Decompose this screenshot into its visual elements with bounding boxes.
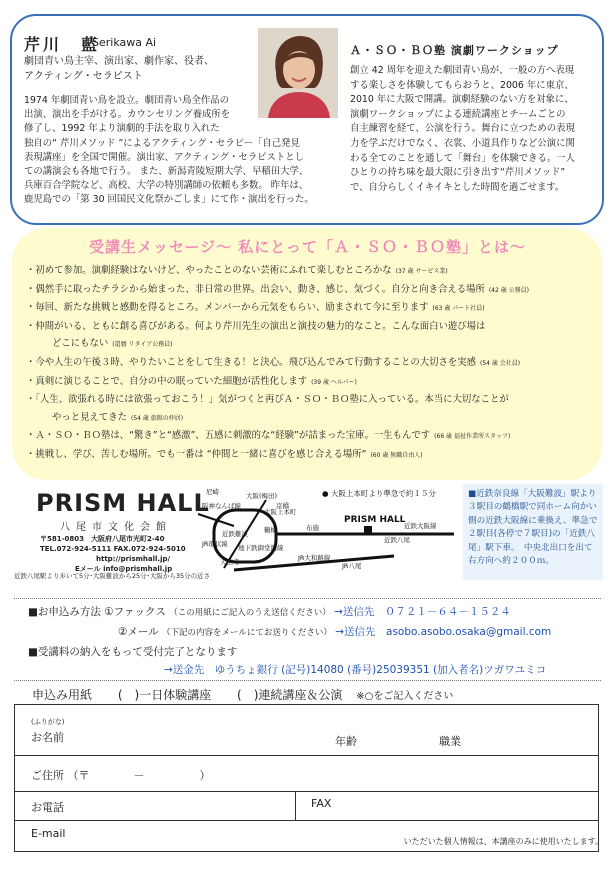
workshop-line: 自主練習を経て、公演を行う。舞台に立つための表現 (350, 123, 575, 135)
message-meta: (42 歳 公務員) (488, 286, 529, 294)
address-field[interactable]: ご住所 （〒 － ） (31, 769, 211, 782)
message-meta: (63 歳 パート社員) (432, 305, 485, 313)
age-field[interactable]: 年齢 (335, 735, 357, 748)
furigana-label: (ふりがな) (31, 718, 65, 726)
roles (24, 54, 254, 84)
form-title: 申込み用紙 (32, 688, 93, 702)
fax-label: ①ファックス (104, 606, 166, 618)
workshop-line: ひとりの持ち味を最大限に引き出す“芹川メソッド” (350, 167, 566, 179)
apply-fax-row (28, 604, 511, 619)
station-label: 近鉄難波 (222, 530, 248, 538)
fax-field[interactable]: FAX (311, 797, 332, 810)
option-trial[interactable]: ( )一日体験講座 (117, 688, 212, 702)
access-map (194, 486, 458, 582)
divider (14, 598, 601, 599)
profile-bio (24, 94, 358, 208)
bio-line: ての講演会も各地で行う。 また、新潟青陵短期大学、早稲田大学、 (24, 166, 309, 178)
hall-marker (364, 526, 372, 534)
hall-label: PRISM HALL (344, 515, 406, 525)
workshop-line: 創立 42 周年を迎えた劇団青い鳥が、一般の方へ表現 (350, 65, 575, 76)
message-continuation: どこにもない (52, 338, 109, 350)
venue-logo: PRISM HALL (36, 489, 210, 517)
message-meta: (66 歳 福祉作業所スタッフ) (434, 433, 511, 441)
list-item (26, 448, 596, 462)
messages-title: 受講生メッセージ～ 私にとって「Ａ・ＳＯ・ＢＯ塾」とは～ (88, 238, 527, 256)
station-label: 布施 (306, 524, 319, 532)
list-item (26, 283, 596, 297)
workshop-line: わる全てのことを通して「舞台」を体験できる。一人 (350, 152, 576, 164)
message-continuation: やっと見えてきた (52, 411, 128, 423)
apply-label: ■お申込み方法 (28, 606, 101, 618)
station-label: 天王寺 (220, 558, 240, 566)
list-item (26, 301, 596, 315)
option-series[interactable]: ( )連続講座＆公演 (237, 688, 343, 702)
venue-note: 近鉄八尾駅より歩いて5分･大阪難波から25分･大阪から35分の近さ (14, 572, 211, 580)
form-col-divider (295, 791, 296, 820)
list-item (26, 375, 596, 389)
job-field[interactable]: 職業 (439, 735, 461, 748)
message-meta: (還暦 リタイア公務員) (112, 341, 173, 349)
name-field[interactable]: お名前 (31, 731, 64, 744)
list-item (26, 393, 596, 425)
message-meta: (37 歳 サービス業) (395, 268, 448, 275)
fax-note: （この用紙にご記入のうえ送信ください） (169, 608, 331, 618)
fax-destination: →送信先 ０７２１－６４－１５２４ (334, 606, 511, 618)
station-label: 近鉄八尾 (384, 536, 410, 544)
bio-line: 鹿児島での「第 30 回国民文化祭かごしま」にて作・演出を行った。 (24, 194, 314, 206)
message-meta: (54 歳 会社員) (480, 359, 521, 367)
message-text: ・挑戦し、学び、苦しむ場所。でも一番は “仲間と一緒に喜びを感じ合える場所” (26, 448, 367, 460)
form-row-divider (15, 755, 598, 756)
venue-contact (40, 534, 186, 574)
name-jp: 芹川 藍 (24, 35, 101, 54)
message-text: ・仲間がいる、ともに創る喜びがある。何より芹川先生の演出と演技の魅力的なこと。こんな面白い遊び場は (26, 320, 486, 332)
station-label: 鶴橋 (264, 526, 277, 534)
message-text: ・「人生、欲張れる時には欲張っておこう！」気がつくと再びＡ・ＳＯ・ＢＯ塾に入っている。本当に大切なことが (26, 394, 509, 406)
workshop-line: 演劇ワークショップによる連続講座とチームごとの (350, 108, 566, 120)
bio-line: 1974 年劇団青い鳥を設立。劇団青い鳥全作品の (24, 95, 229, 106)
venue-subtitle: 八尾市文化会館 (60, 522, 172, 533)
message-text: ・初めて参加。演劇経験はないけど、やったことのない芸術にふれて楽しむところかな (26, 265, 392, 276)
phone-field[interactable]: お電話 (31, 801, 64, 814)
message-text: ・偶然手に取ったチラシから始まった、非日常の世界。出会い、動き、感じ、気づく。自分と向き合える場所 (26, 283, 485, 295)
station-label: 地下鉄御堂筋線 (238, 544, 284, 552)
role-line: 劇団青い鳥主宰、演出家、劇作家、役者、 (24, 56, 214, 67)
station-label: JR大和路線 (298, 554, 331, 562)
mail-note: （下記の内容をメールにてお送りください） (162, 628, 332, 638)
venue-line: Eメール info@prismhall.jp (40, 565, 173, 573)
workshop-line: 力を学ぶだけでなく、衣裳、小道具作りなど公演に関 (350, 137, 575, 149)
station-label: 阪神なんば線 (202, 502, 241, 510)
bio-line: 修了し、1992 年より演劇的手法を取り入れた (24, 123, 220, 135)
station-label: 大阪(梅田) (246, 492, 278, 500)
message-text: ・今や人生の午後３時、やりたいことをして生きる！と決心。飛び込んでみて行動することの大切さを実感 (26, 356, 477, 368)
form-row-divider (15, 791, 598, 792)
bio-line: 出演、演出を手がける。カウンセリング養成所を (24, 109, 231, 121)
role-line: アクティング・セラピスト (24, 71, 143, 82)
mail-label: ②メール (118, 626, 159, 638)
divider (14, 680, 601, 681)
station-label: 近鉄大阪線 (404, 522, 437, 530)
venue-line: http://prismhall.jp/ (40, 555, 171, 563)
email-field[interactable]: E-mail (31, 827, 66, 840)
fee-line: ■受講料の納入をもって受付完了となります (28, 646, 238, 658)
venue-line: 〒581-0803 大阪府八尾市光町2-40 (40, 535, 165, 543)
workshop-title: Ａ・ＳＯ・ＢＯ塾 演劇ワークショップ (350, 44, 559, 57)
bio-line: 独自の“ 芹川メソッド ”によるアクティング・セラピー「自己発見 (24, 137, 300, 149)
apply-mail-row (118, 624, 551, 639)
station-label: JR八尾 (342, 562, 362, 570)
bio-line: 兵庫百合学院など、高校、大学の特別講師の依頼も多数。 昨年は、 (24, 180, 309, 192)
workshop-line: で、自分らしくイキイキとした時間を過ごせます。 (350, 181, 565, 193)
workshop-line: 2010 年に大阪で開講。演劇経験のない方を対象に、 (350, 94, 574, 106)
station-label: JR環状線 (202, 540, 228, 548)
form-header (32, 686, 453, 703)
name-en: Serikawa Ai (92, 36, 157, 49)
bio-line: 表現講座」を全国で開催。演出家、アクティング・セラピストとし (24, 151, 305, 163)
mail-destination[interactable]: →送信先 asobo.asobo.osaka@gmail.com (335, 626, 552, 638)
workshop-line: する楽しさを体験してもらおうと、2006 年に東京、 (350, 79, 574, 91)
form-row-divider (15, 820, 598, 821)
station-label: 大阪上本町 (264, 508, 297, 516)
message-meta: (60 歳 無職自由人) (370, 451, 423, 459)
message-text: ・Ａ・ＳＯ・ＢＯ塾は、“驚き”と“感激”、五感に刺激的な“経験”が詰まった宝庫。一生もんです (26, 430, 431, 442)
application-form (14, 704, 599, 852)
message-meta: (54 歳 旅館の仲居) (131, 414, 184, 422)
message-text: ・毎回、新たな挑戦と感動を得るところ。メンバーから元気をもらい、励まされて今に至ります (26, 302, 429, 314)
station-label: 京橋 (276, 502, 289, 510)
map-note: ● 大阪上本町より準急で約１５分 (322, 489, 436, 498)
station-label: 尼崎 (206, 488, 219, 496)
privacy-note: いただいた個人情報は、本講座のみに使用いたします。 (403, 837, 603, 846)
message-meta: (39 歳 ヘルパー) (311, 378, 357, 386)
list-item (26, 356, 596, 370)
access-directions: ■近鉄奈良線「大阪難波」駅より３駅目の鶴橋駅で同ホーム向かい側の近鉄大阪線に乗換え、準急で２駅目(各停で７駅目)の「近鉄八尾」駅下車。 中央北出口を出て右方向へ約２００ｍ。 (463, 484, 603, 580)
list-item (26, 429, 596, 443)
workshop-description (350, 64, 594, 195)
bank-info: →送金先 ゆうちょ銀行 (記号)14080 (番号)25039351 (加入者名)ツガワユミコ (164, 664, 547, 676)
list-item (26, 320, 596, 352)
list-item (26, 264, 596, 278)
form-note: ※○をご記入ください (356, 691, 454, 702)
message-text: ・真剣に演じることで、自分の中の眠っていた細胞が活性化します (26, 375, 308, 387)
messages-list (26, 264, 596, 467)
venue-line: TEL.072-924-5111 FAX.072-924-5010 (40, 545, 186, 553)
